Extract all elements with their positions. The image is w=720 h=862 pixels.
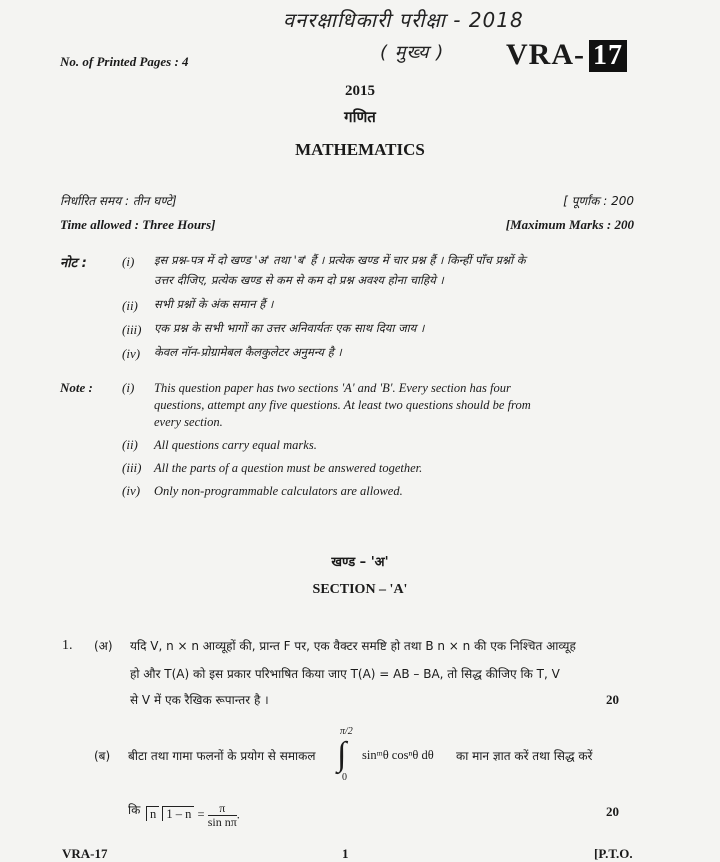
paper-code-prefix: VRA- xyxy=(506,38,585,71)
q1b-marks: 20 xyxy=(606,804,619,819)
note-hindi-line-1a: इस प्रश्न-पत्र में दो खण्ड 'अ' तथा 'ब' हैं । प्रत्येक खण्ड में चार प्रश्न हैं । किन्हीं पाँच प्रश्नों के xyxy=(154,253,526,267)
note-hindi-num-1: (i) xyxy=(122,254,135,269)
integral-lower-limit: 0 xyxy=(342,772,347,783)
footer-pto: [P.T.O. xyxy=(594,846,633,861)
note-english-line-1a: This question paper has two sections 'A' and 'B'. Every section has four xyxy=(154,381,511,395)
note-english-line-3: All the parts of a question must be answered together. xyxy=(154,461,423,475)
exam-year: 2015 xyxy=(345,83,375,99)
integral-upper-limit: π/2 xyxy=(340,726,353,737)
integral-sign-icon: ∫ xyxy=(337,736,347,773)
section-heading-english: SECTION – 'A' xyxy=(312,582,408,597)
note-hindi-label: नोट : xyxy=(60,256,87,271)
time-hindi: निर्धारित समय : तीन घण्टे] xyxy=(60,194,177,208)
trailing-period: . xyxy=(236,807,240,822)
note-english-line-1c: every section. xyxy=(154,415,223,429)
note-hindi-line-1b: उत्तर दीजिए, प्रत्येक खण्ड से कम से कम दो प्रश्न अवश्य होना चाहिये । xyxy=(154,273,444,287)
q1a-line-3: से V में एक रैखिक रूपान्तर है । xyxy=(130,693,269,707)
q1b-text-before: बीटा तथा गामा फलनों के प्रयोग से समाकल xyxy=(128,749,316,763)
q1b-text-after: का मान ज्ञात करें तथा सिद्ध करें xyxy=(456,749,593,763)
q1a-marks: 20 xyxy=(606,692,619,707)
q1a-line-1: यदि V, n × n आव्यूहों की, प्रान्त F पर, एक वैक्टर समष्टि हो तथा B n × n की एक निश्चित आव्यूह xyxy=(130,639,576,653)
note-hindi-num-2: (ii) xyxy=(122,298,138,313)
footer-page-number: 1 xyxy=(342,846,349,861)
equals-sign: = xyxy=(197,807,205,822)
q1a-label: (अ) xyxy=(94,639,113,653)
note-hindi-line-2: सभी प्रश्नों के अंक समान हैं । xyxy=(154,297,274,311)
meta-hindi-row xyxy=(60,192,634,209)
fraction-denominator: sin nπ xyxy=(207,815,237,829)
question-number: 1. xyxy=(62,638,73,653)
pi-over-sin-fraction xyxy=(208,802,237,829)
marks-english: [Maximum Marks : 200 xyxy=(505,217,634,232)
subject-hindi: गणित xyxy=(344,108,376,126)
note-hindi-num-3: (iii) xyxy=(122,322,142,337)
time-english: Time allowed : Three Hours] xyxy=(60,217,216,232)
footer-paper-code: VRA-17 xyxy=(62,846,108,861)
fraction-numerator: π xyxy=(208,802,237,816)
marks-hindi: [ पूर्णांक : 200 xyxy=(563,194,634,208)
note-hindi-num-4: (iv) xyxy=(122,346,141,361)
note-english-num-3: (iii) xyxy=(122,460,142,475)
subject-english: MATHEMATICS xyxy=(295,140,425,159)
paper-code xyxy=(506,38,627,72)
gamma-identity xyxy=(146,802,240,829)
note-english-line-1b: questions, attempt any five questions. At least two questions should be from xyxy=(154,398,531,412)
printed-pages: No. of Printed Pages : 4 xyxy=(60,54,189,69)
handwritten-exam-name: वनरक्षाधिकारी परीक्षा - 2018 xyxy=(283,8,524,32)
note-english-num-1: (i) xyxy=(122,380,135,395)
q1b-line2-prefix: कि xyxy=(128,803,141,817)
gamma-n: n xyxy=(146,806,159,821)
integrand: sinᵐθ cosⁿθ dθ xyxy=(362,748,434,762)
q1a-line-2: हो और T(A) को इस प्रकार परिभाषित किया जाए T(A) = AB – BA, तो सिद्ध कीजिए कि T, V xyxy=(130,667,560,681)
note-hindi-line-3: एक प्रश्न के सभी भागों का उत्तर अनिवार्यतः एक साथ दिया जाय । xyxy=(154,321,425,335)
note-english-num-4: (iv) xyxy=(122,483,141,498)
handwritten-exam-type: ( मुख्य ) xyxy=(380,42,445,63)
paper-code-box: 17 xyxy=(589,40,627,72)
q1b-label: (ब) xyxy=(94,749,111,763)
section-heading-hindi: खण्ड – 'अ' xyxy=(331,555,389,570)
note-english-num-2: (ii) xyxy=(122,437,138,452)
note-english-line-2: All questions carry equal marks. xyxy=(154,438,317,452)
note-hindi-line-4: केवल नॉन-प्रोग्रामेबल कैलकुलेटर अनुमन्य है । xyxy=(154,345,342,359)
meta-english-row xyxy=(60,217,634,233)
note-english-line-4: Only non-programmable calculators are allowed. xyxy=(154,484,403,498)
note-english-label: Note : xyxy=(60,380,93,395)
gamma-one-minus-n: 1 – n xyxy=(162,806,194,821)
